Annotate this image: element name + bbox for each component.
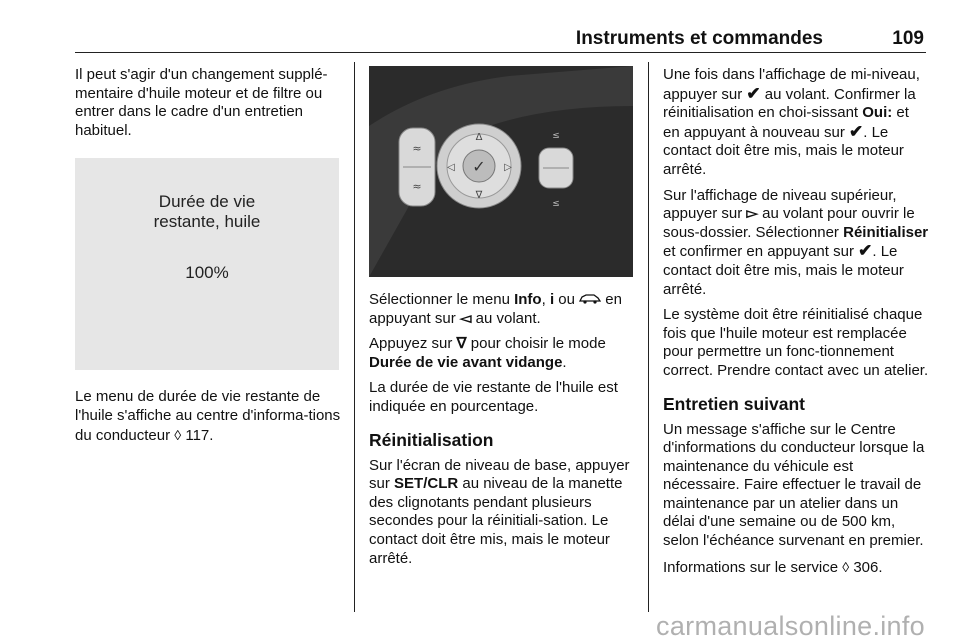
- paragraph-text: Sélectionner le menu: [369, 291, 515, 308]
- paragraph-text: Le menu de durée de vie restante de l'huile s'affiche au centre d'informa-tions du conducteur: [75, 388, 341, 444]
- paragraph-text: au volant. Confirmer la réinitialisation en choi-sissant: [663, 85, 916, 122]
- check-icon: ✔: [746, 83, 761, 103]
- paragraph-text: pour choisir le mode: [466, 335, 606, 353]
- svg-text:◁: ◁: [447, 162, 455, 173]
- paragraph-text: au niveau de la manette des clignotants pendant plusieurs secondes pour la réinitiali-sation. Le contact doit être mis, mais le moteur arrêté.: [369, 475, 623, 567]
- page-reference[interactable]: 117.: [185, 426, 214, 444]
- paragraph: [663, 187, 929, 300]
- paragraph: [369, 457, 635, 569]
- paragraph: [369, 291, 635, 328]
- info-icon: i: [549, 291, 555, 308]
- paragraph-text: Une fois dans l'affichage de mi-niveau, appuyer sur: [663, 66, 920, 103]
- paragraph: La durée de vie restante de l'huile est indiquée en pourcentage.: [369, 379, 618, 415]
- paragraph: Un message s'affiche sur le Centre d'informations du conducteur lorsque la maintenance du véhicule est nécessaire. Faire effectuer le travail de maintenance par un atelier dans un délai d'une semaine ou de 500 km, selon l'échéance survenant en premier.: [663, 420, 925, 550]
- column-divider: [648, 62, 649, 612]
- paragraph-text: Informations sur le service: [663, 558, 843, 576]
- paragraph-text: au volant.: [471, 309, 541, 327]
- paragraph-text: . Le contact doit être mis, mais le moteur arrêté.: [663, 243, 904, 298]
- screen-title-line: restante, huile: [153, 212, 261, 232]
- paragraph-text: ,: [541, 291, 550, 308]
- screen-title-line: Durée de vie: [158, 192, 256, 212]
- column-left: [75, 66, 343, 452]
- svg-text:∇: ∇: [475, 190, 483, 201]
- paragraph-text: . Le contact doit être mis, mais le moteur arrêté.: [663, 123, 904, 178]
- paragraph: [75, 388, 343, 445]
- watermark: carmanualsonline.info: [656, 611, 925, 641]
- column-divider: [354, 62, 355, 612]
- paragraph-text: en appuyant sur: [369, 291, 622, 327]
- svg-text:Δ: Δ: [475, 132, 483, 143]
- check-icon: ✔: [848, 121, 864, 141]
- paragraph-text: Sur l'affichage de niveau supérieur, appuyer sur: [663, 186, 897, 223]
- svg-text:≤: ≤: [552, 131, 560, 141]
- svg-text:≤: ≤: [552, 199, 560, 209]
- set-clr-label: SET/CLR: [394, 475, 459, 493]
- oui-label: Oui:: [862, 104, 893, 122]
- arrow-ref-icon: ◊: [174, 426, 182, 443]
- steering-wheel-controls-figure: [369, 66, 633, 277]
- down-arrow-icon: ∇: [456, 335, 467, 353]
- paragraph-text: au volant pour ouvrir le sous-dossier. Sélectionner: [663, 205, 915, 241]
- column-middle: [369, 66, 635, 575]
- page-header: [75, 22, 926, 53]
- paragraph-text: Sur l'écran de niveau de base, appuyer sur: [369, 456, 630, 493]
- mode-label: Durée de vie avant vidange: [369, 353, 563, 371]
- paragraph: [663, 66, 929, 180]
- paragraph: [663, 558, 929, 578]
- arrow-ref-icon: ◊: [842, 558, 850, 575]
- menu-info-label: Info: [514, 291, 542, 308]
- display-screen-figure: [75, 158, 339, 370]
- paragraph: Il peut s'agir d'un changement supplé-mentaire d'huile moteur et de filtre ou entrer dans le cadre d'un entretien habituel.: [75, 66, 328, 139]
- svg-text:✓: ✓: [472, 157, 486, 176]
- svg-text:≈: ≈: [412, 180, 422, 193]
- paragraph: Le système doit être réinitialisé chaque fois que l'huile moteur est remplacée pour permettre un fonc-tionnement correct. Prendre contact avec un atelier.: [663, 306, 929, 379]
- car-icon: [579, 292, 601, 304]
- svg-text:▷: ▷: [504, 162, 512, 173]
- screen-title: [75, 192, 339, 232]
- svg-text:≈: ≈: [412, 142, 422, 155]
- header-title: Instruments et commandes: [575, 28, 823, 49]
- paragraph-text: et confirmer en appuyant sur: [663, 243, 859, 261]
- paragraph: [369, 335, 635, 372]
- page-number: 109: [892, 28, 924, 49]
- paragraph-text: ou: [554, 291, 580, 308]
- paragraph-text: Appuyez sur: [369, 335, 457, 353]
- check-icon: ✔: [858, 241, 873, 261]
- right-arrow-icon: ▻: [746, 205, 758, 223]
- column-right: [663, 66, 929, 584]
- paragraph-text: .: [562, 353, 567, 371]
- screen-value: 100%: [185, 263, 229, 283]
- left-arrow-icon: ◅: [459, 309, 472, 327]
- reset-label: Réinitialiser: [843, 223, 929, 241]
- section-heading: Entretien suivant: [663, 393, 805, 414]
- page-reference[interactable]: 306.: [853, 558, 883, 576]
- paragraph-text: et en appuyant à nouveau sur: [663, 104, 909, 141]
- section-heading: Réinitialisation: [369, 429, 494, 450]
